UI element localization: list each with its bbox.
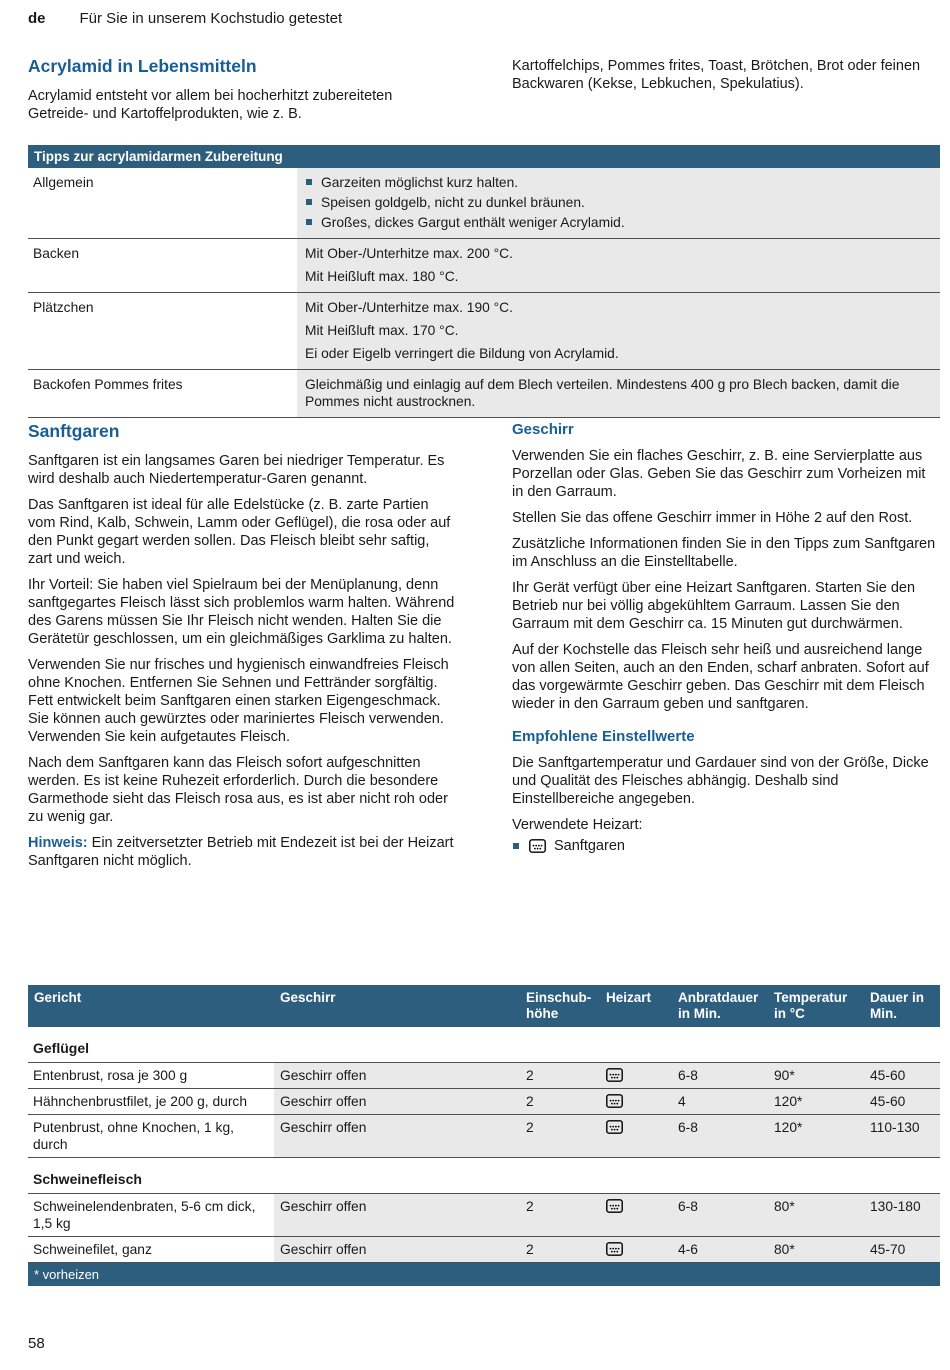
cell-heizart (600, 1194, 672, 1237)
tips-row-content (297, 168, 940, 238)
cell-hoehe: 2 (520, 1115, 600, 1158)
cell-dauer: 45-60 (864, 1089, 940, 1115)
cell-anbratdauer: 6-8 (672, 1194, 768, 1237)
sanftgaren-icon (606, 1199, 623, 1213)
table-row (28, 1115, 940, 1158)
tip-bullet-text: Großes, dickes Gargut enthält weniger Acrylamid. (321, 215, 625, 230)
geschirr-paragraph: Verwenden Sie ein flaches Geschirr, z. B. eine Servierplatte aus Porzellan oder Glas. Geben Sie das Geschirr zum Vorheizen mit in den Garraum. (512, 448, 926, 500)
tip-line: Ei oder Eigelb verringert die Bildung von Acrylamid. (305, 346, 619, 361)
geschirr-paragraph: Ihr Gerät verfügt über eine Heizart Sanftgaren. Starten Sie den Betrieb nur bei völlig abgekühltem Garraum. Lassen Sie den Garraum mit dem Geschirr ca. 15 Minuten gut durchwärmen. (512, 580, 916, 632)
cell-gericht: Schweinefilet, ganz (28, 1237, 274, 1263)
tips-table-row (28, 293, 940, 370)
group-header-gefluegel: Geflügel (28, 1027, 940, 1063)
cell-heizart (600, 1063, 672, 1089)
cell-gericht: Schweinelendenbraten, 5-6 cm dick, 1,5 kg (28, 1194, 274, 1237)
tips-row-content (297, 293, 940, 369)
column-header-anbratdauer: Anbratdauer in Min. (672, 985, 768, 1027)
cell-gericht: Putenbrust, ohne Knochen, 1 kg, durch (28, 1115, 274, 1158)
section-title-acrylamid: Acrylamid in Lebensmitteln (28, 56, 257, 76)
cell-anbratdauer: 6-8 (672, 1115, 768, 1158)
group-header-schweinefleisch: Schweinefleisch (28, 1158, 940, 1194)
tips-table-title: Tipps zur acrylamidarmen Zubereitung (28, 145, 940, 168)
tips-table-row (28, 168, 940, 239)
sanftgaren-icon (606, 1094, 623, 1108)
tip-line: Gleichmäßig und einlagig auf dem Blech verteilen. Mindestens 400 g pro Blech backen, damit die Pommes nicht austrocknen. (305, 377, 900, 409)
column-header-heizart: Heizart (600, 985, 672, 1027)
sanftgaren-paragraph: Nach dem Sanftgaren kann das Fleisch sofort aufgeschnitten werden. Es ist keine Ruhezeit erforderlich. Durch die besondere Garmethode sieht das Fleisch rosa aus, es ist aber nicht roh oder zu wenig gar. (28, 755, 448, 825)
tip-line: Mit Ober-/Unterhitze max. 190 °C. (305, 300, 513, 315)
tip-line: Mit Ober-/Unterhitze max. 200 °C. (305, 246, 513, 261)
subsection-title-geschirr: Geschirr (512, 421, 574, 438)
heizart-list-item (512, 838, 940, 854)
tip-line: Mit Heißluft max. 180 °C. (305, 269, 459, 284)
language-tag: de (28, 10, 46, 27)
tip-bullet-text: Garzeiten möglichst kurz halten. (321, 175, 519, 190)
tip-line: Mit Heißluft max. 170 °C. (305, 323, 459, 338)
table-row (28, 1063, 940, 1089)
geschirr-paragraph: Zusätzliche Informationen finden Sie in den Tipps zum Sanftgaren im Anschluss an die Einstelltabelle. (512, 536, 936, 570)
cell-geschirr: Geschirr offen (274, 1115, 520, 1158)
cell-temperatur: 90* (768, 1063, 864, 1089)
tips-row-term: Plätzchen (28, 293, 297, 369)
header-title: Für Sie in unserem Kochstudio getestet (79, 10, 343, 27)
sanftgaren-icon (606, 1120, 623, 1134)
column-header-temperatur: Temperatur in °C (768, 985, 864, 1027)
cell-anbratdauer: 4 (672, 1089, 768, 1115)
sanftgaren-paragraph: Verwenden Sie nur frisches und hygienisch einwandfreies Fleisch ohne Knochen. Entfernen Sie Sehnen und Fettränder sorgfältig. Fett entwickelt beim Sanftgaren einen starken Eigengeschmack. Sie können auch gewürztes oder mariniertes Fleisch verwenden. Verwenden Sie kein aufgetautes Fleisch. (28, 657, 449, 745)
column-header-einschubhoehe: Einschub-höhe (520, 985, 600, 1027)
geschirr-paragraph: Auf der Kochstelle das Fleisch sehr heiß und ausreichend lange von allen Seiten, auch an den Enden, scharf anbraten. Sofort auf das vorgewärmte Geschirr geben. Das Geschirr mit dem Fleisch wieder in den Garraum geben und sanftgaren. (512, 642, 929, 712)
cell-temperatur: 80* (768, 1194, 864, 1237)
note-text: Ein zeitversetzter Betrieb mit Endezeit ist bei der Heizart Sanftgaren nicht möglich. (28, 835, 454, 869)
settings-header-row (28, 985, 940, 1027)
heizart-label: Verwendete Heizart: (512, 817, 643, 833)
cell-gericht: Entenbrust, rosa je 300 g (28, 1063, 274, 1089)
cell-dauer: 45-60 (864, 1063, 940, 1089)
tips-row-content (297, 370, 940, 417)
sanftgaren-icon (606, 1068, 623, 1082)
page-header (28, 10, 342, 27)
acrylamid-intro-right: Kartoffelchips, Pommes frites, Toast, Brötchen, Brot oder feinen Backwaren (Kekse, Lebkuchen, Spekulatius). (512, 58, 921, 92)
section-title-sanftgaren: Sanftgaren (28, 421, 120, 441)
cell-geschirr: Geschirr offen (274, 1089, 520, 1115)
column-header-geschirr: Geschirr (274, 985, 520, 1027)
cell-heizart (600, 1237, 672, 1263)
sanftgaren-paragraph: Sanftgaren ist ein langsames Garen bei niedriger Temperatur. Es wird deshalb auch Niedertemperatur-Garen genannt. (28, 453, 445, 487)
cell-anbratdauer: 4-6 (672, 1237, 768, 1263)
cell-temperatur: 120* (768, 1089, 864, 1115)
einstellwerte-paragraph: Die Sanftgartemperatur und Gardauer sind von der Größe, Dicke und Qualität des Fleisches abhängig. Deshalb sind Einstellbereiche angegeben. (512, 755, 929, 807)
tips-row-term: Allgemein (28, 168, 297, 238)
table-row (28, 1089, 940, 1115)
tip-bullet-text: Speisen goldgelb, nicht zu dunkel bräunen. (321, 195, 585, 210)
bullet-square-icon (306, 199, 312, 205)
sanftgaren-icon (606, 1242, 623, 1256)
heizart-name: Sanftgaren (554, 838, 625, 854)
cell-geschirr: Geschirr offen (274, 1063, 520, 1089)
tips-row-content (297, 239, 940, 292)
table-footnote-row (28, 1263, 940, 1287)
column-header-gericht: Gericht (28, 985, 274, 1027)
cell-temperatur: 120* (768, 1115, 864, 1158)
cell-dauer: 110-130 (864, 1115, 940, 1158)
cell-geschirr: Geschirr offen (274, 1194, 520, 1237)
cell-anbratdauer: 6-8 (672, 1063, 768, 1089)
tips-table (28, 145, 940, 418)
subsection-title-einstellwerte: Empfohlene Einstellwerte (512, 728, 695, 745)
tips-table-row (28, 370, 940, 418)
footnote-text: * vorheizen (28, 1263, 940, 1287)
settings-table-wrap (28, 985, 940, 1286)
cell-hoehe: 2 (520, 1237, 600, 1263)
tips-table-row (28, 239, 940, 293)
sanftgaren-paragraph: Ihr Vorteil: Sie haben viel Spielraum bei der Menüplanung, denn sanftgegartes Fleisch lässt sich problemlos warm halten. Während des Garens müssen Sie Ihr Fleisch nicht wenden. Halten Sie die Gerätetür geschlossen, um ein gleichmäßiges Garklima zu halten. (28, 577, 455, 647)
acrylamid-intro-left: Acrylamid entsteht vor allem bei hocherhitzt zubereiteten Getreide- und Kartoffelprodukten, wie z. B. (28, 88, 393, 122)
cell-dauer: 45-70 (864, 1237, 940, 1263)
cell-hoehe: 2 (520, 1063, 600, 1089)
page-number: 58 (28, 1335, 45, 1352)
cell-temperatur: 80* (768, 1237, 864, 1263)
cell-heizart (600, 1089, 672, 1115)
cell-heizart (600, 1115, 672, 1158)
settings-table (28, 985, 940, 1286)
tips-row-term: Backofen Pommes frites (28, 370, 297, 417)
cell-gericht: Hähnchenbrustfilet, je 200 g, durch (28, 1089, 274, 1115)
table-row (28, 1237, 940, 1263)
cell-hoehe: 2 (520, 1089, 600, 1115)
sanftgaren-note (28, 834, 456, 870)
bullet-square-icon (513, 843, 519, 849)
sanftgaren-icon (529, 839, 546, 853)
bullet-square-icon (306, 219, 312, 225)
tips-row-term: Backen (28, 239, 297, 292)
table-row (28, 1194, 940, 1237)
cell-geschirr: Geschirr offen (274, 1237, 520, 1263)
section-acrylamid (28, 55, 940, 131)
sanftgaren-paragraph: Das Sanftgaren ist ideal für alle Edelstücke (z. B. zarte Partien vom Rind, Kalb, Schwein, Lamm oder Geflügel), die rosa oder auf den Punkt gegart werden sollen. Das Fleisch bleibt sehr saftig, zart und weich. (28, 497, 451, 567)
column-header-dauer: Dauer in Min. (864, 985, 940, 1027)
section-sanftgaren (28, 420, 940, 878)
geschirr-paragraph: Stellen Sie das offene Geschirr immer in Höhe 2 auf den Rost. (512, 510, 913, 526)
note-label: Hinweis: (28, 835, 88, 851)
cell-dauer: 130-180 (864, 1194, 940, 1237)
bullet-square-icon (306, 179, 312, 185)
cell-hoehe: 2 (520, 1194, 600, 1237)
